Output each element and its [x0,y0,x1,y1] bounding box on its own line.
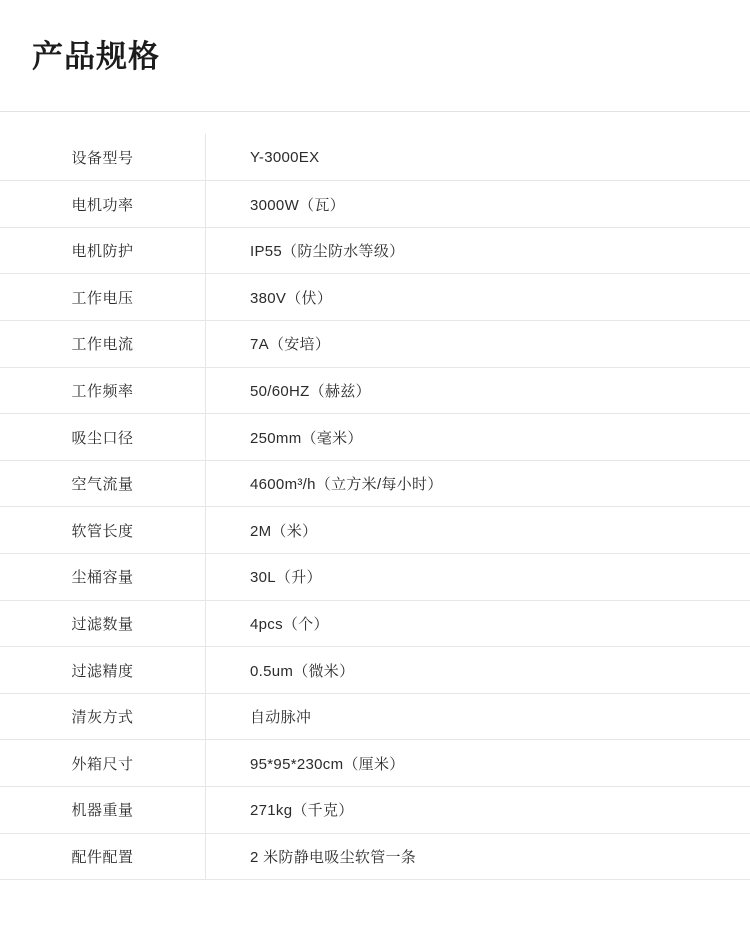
spec-label: 软管长度 [0,507,206,554]
table-row [0,507,750,554]
spec-label: 工作频率 [0,367,206,414]
table-row [0,787,750,834]
title-divider [0,111,750,112]
spec-label: 工作电压 [0,274,206,321]
spec-label: 外箱尺寸 [0,740,206,787]
table-row [0,460,750,507]
spec-label: 尘桶容量 [0,554,206,601]
table-row [0,600,750,647]
spec-value: 2 米防静电吸尘软管一条 [206,833,750,880]
spec-value: 30L（升） [206,554,750,601]
table-row [0,274,750,321]
page-title: 产品规格 [32,39,160,74]
table-row [0,134,750,181]
spec-value: 7A（安培） [206,321,750,368]
spec-value: 271kg（千克） [206,787,750,834]
table-row [0,227,750,274]
table-row [0,181,750,228]
spec-label: 机器重量 [0,787,206,834]
spec-label: 工作电流 [0,321,206,368]
spec-value: 2M（米） [206,507,750,554]
spec-value: 4pcs（个） [206,600,750,647]
table-row [0,693,750,740]
spec-label: 清灰方式 [0,693,206,740]
table-row [0,647,750,694]
specification-table-body [0,134,750,880]
specification-table [0,134,750,880]
spec-value: 自动脉冲 [206,693,750,740]
spec-label: 配件配置 [0,833,206,880]
table-row [0,833,750,880]
table-row [0,367,750,414]
spec-label: 吸尘口径 [0,414,206,461]
spec-label: 过滤数量 [0,600,206,647]
spec-value: 50/60HZ（赫兹） [206,367,750,414]
spec-value: 95*95*230cm（厘米） [206,740,750,787]
spec-label: 过滤精度 [0,647,206,694]
spec-value: 4600m³/h（立方米/每小时） [206,460,750,507]
spec-label: 电机功率 [0,181,206,228]
table-row [0,554,750,601]
spec-label: 电机防护 [0,227,206,274]
spec-value: 0.5um（微米） [206,647,750,694]
spec-label: 空气流量 [0,460,206,507]
table-row [0,740,750,787]
table-row [0,414,750,461]
spec-value: Y-3000EX [206,134,750,181]
spec-value: IP55（防尘防水等级） [206,227,750,274]
spec-value: 250mm（毫米） [206,414,750,461]
spec-label: 设备型号 [0,134,206,181]
spec-value: 380V（伏） [206,274,750,321]
table-row [0,321,750,368]
spec-value: 3000W（瓦） [206,181,750,228]
